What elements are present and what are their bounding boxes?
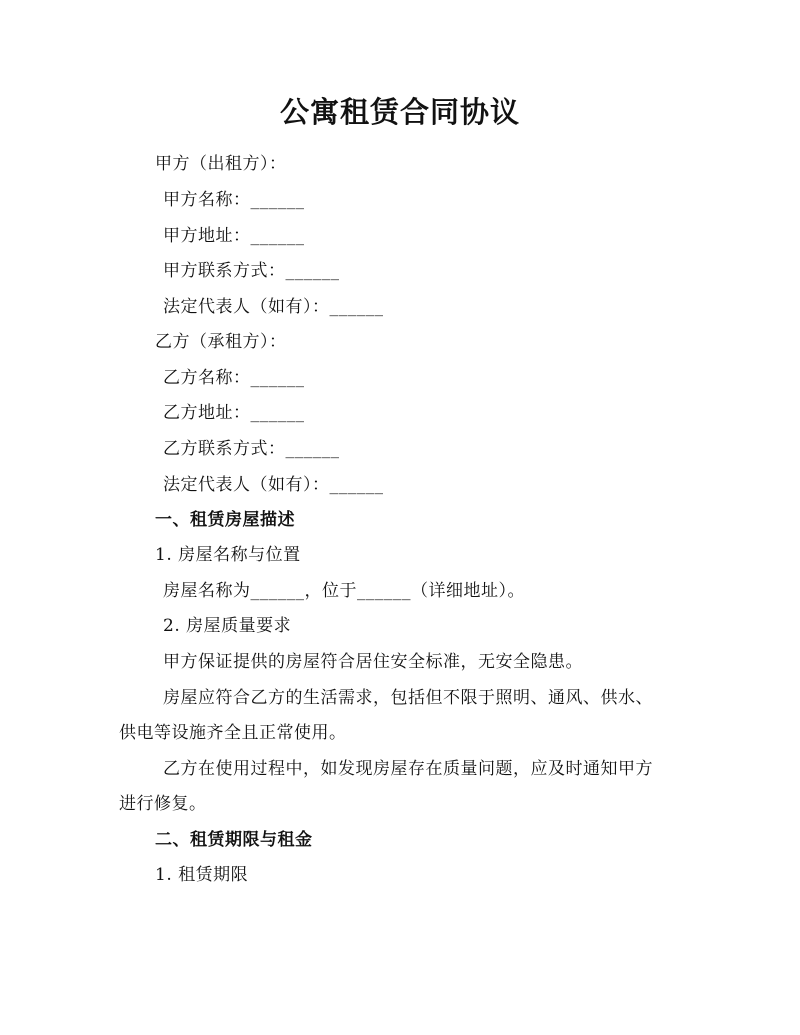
party-b-heading: 乙方（承租方）：	[155, 332, 287, 352]
section-1-item-1-heading: 1. 房屋名称与位置	[155, 545, 301, 565]
quality-paragraph-3-line-1: 乙方在使用过程中，如发现房屋存在质量问题，应及时通知甲方	[163, 759, 653, 779]
section-1-item-2-heading: 2. 房屋质量要求	[163, 616, 292, 636]
quality-paragraph-2-line-1: 房屋应符合乙方的生活需求，包括但不限于照明、通风、供水、	[163, 688, 653, 708]
section-1-heading: 一、租赁房屋描述	[155, 510, 295, 530]
party-a-name: 甲方名称：______	[163, 190, 305, 210]
quality-paragraph-2-line-2: 供电等设施齐全且正常使用。	[119, 723, 347, 743]
party-a-heading: 甲方（出租方）：	[155, 154, 287, 174]
party-b-name: 乙方名称：______	[163, 368, 305, 388]
party-b-address: 乙方地址：______	[163, 403, 305, 423]
party-b-contact: 乙方联系方式：______	[163, 439, 340, 459]
party-a-contact: 甲方联系方式：______	[163, 261, 340, 281]
section-2-item-1-heading: 1. 租赁期限	[155, 865, 249, 885]
document-title: 公寓租赁合同协议	[279, 95, 520, 129]
section-2-heading: 二、租赁期限与租金	[155, 830, 313, 850]
quality-paragraph-1: 甲方保证提供的房屋符合居住安全标准，无安全隐患。	[163, 652, 583, 672]
quality-paragraph-3-line-2: 进行修复。	[119, 794, 207, 814]
party-a-representative: 法定代表人（如有）：______	[163, 297, 384, 317]
party-b-representative: 法定代表人（如有）：______	[163, 475, 384, 495]
party-a-address: 甲方地址：______	[163, 226, 305, 246]
section-1-item-1-text: 房屋名称为______，位于______（详细地址）。	[163, 581, 525, 601]
